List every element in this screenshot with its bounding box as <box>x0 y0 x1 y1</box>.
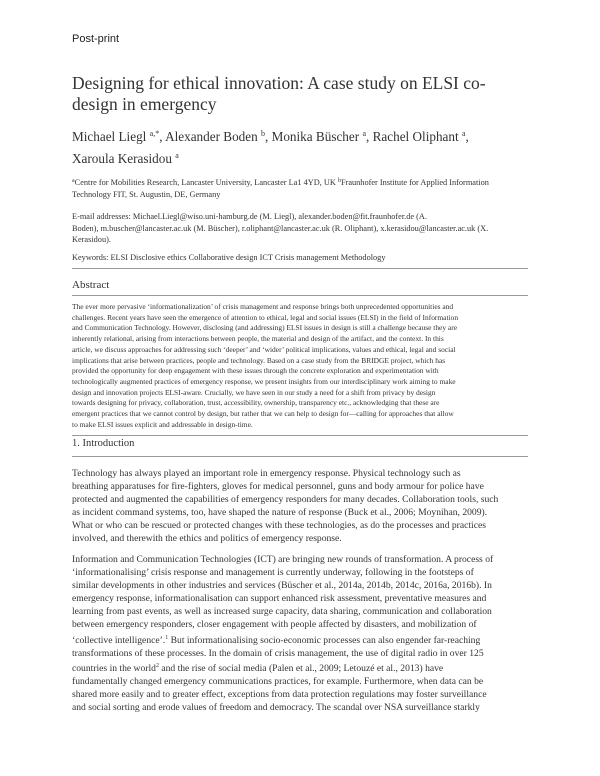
divider <box>72 435 528 436</box>
paragraph-line <box>72 660 528 675</box>
abstract-heading: Abstract <box>72 279 110 291</box>
paragraph-line: protected and augmented the capabilities of emergency responders for many decades. Collaboration tools, such <box>72 494 499 506</box>
email-line: Boden), m.buscher@lancaster.ac.uk (M. Büscher), r.oliphant@lancaster.ac.uk (R. Oliphant), x.kerasidou@lancaster.ac.uk (X. <box>72 223 489 233</box>
title-line: Designing for ethical innovation: A case study on ELSI co- <box>72 73 486 93</box>
author-separator: , <box>465 129 469 144</box>
paragraph-text: But informationalising socio-economic processes can also engender far-reaching <box>168 634 481 646</box>
paragraph-line: Technology has always played an important role in emergency response. Physical technology such as <box>72 468 461 479</box>
keywords: Keywords: ELSI Disclosive ethics Collaborative design ICT Crisis management Methodology <box>72 253 386 262</box>
email-line: E-mail addresses: Michael.Liegl@wiso.uni-hamburg.de (M. Liegl), alexander.boden@fit.fraunhofer.de (A. <box>72 212 427 221</box>
paragraph-line: learning from past events, as well as increased surge capacity, data sharing, communication and collaboration <box>72 606 492 618</box>
paragraph-text: countries in the world <box>72 662 156 674</box>
paragraph-line: similar developments in other industries and services (Büscher et al., 2014a, 2014b, 2014c, 2016a, 2016b). In <box>72 580 492 592</box>
paragraph-line: emergency response, informationalisation can support enhanced risk assessment, preventative measures and <box>72 593 487 605</box>
affiliation-line: Technology FIT, St. Augustin, DE, Germany <box>72 189 221 199</box>
paragraph-line: involved, and therewith the ethics and politics of emergency response. <box>72 533 342 545</box>
author-affiliation-mark: b <box>261 129 266 138</box>
paragraph-line: transformations of these processes. In the domain of crisis management, the use of digital radio in over 125 <box>72 647 484 659</box>
paragraph-line: as incident command systems, too, have shaped the nature of response (Buck et al., 2006; Moynihan, 2009). <box>72 507 488 519</box>
affiliation-mark: a <box>72 178 75 184</box>
author-affiliation-mark: a,* <box>149 129 160 138</box>
post-print-label: Post-print <box>72 33 120 45</box>
author-name: Xaroula Kerasidou <box>72 151 176 166</box>
author-affiliation-mark: a <box>362 129 367 138</box>
affiliation-mark: b <box>337 178 341 184</box>
abstract-line: towards designing for privacy, collaboration, trust, accessibility, ownership, transparency etc., acknowledging that these are <box>72 398 440 408</box>
abstract-line: provided the opportunity for deep engagement with these issues through the concrete exploration and experimentation with <box>72 366 439 376</box>
author-line <box>72 146 552 168</box>
body-paragraph <box>72 467 528 546</box>
abstract-line: inherently relational, arising from interactions between people, the material and design of the artifact, and the context. In this <box>72 334 444 344</box>
divider <box>72 295 528 296</box>
abstract-line: technologically augmented practices of emergency response, we present insights from our interdisciplinary work aiming to make <box>72 376 456 386</box>
affiliations <box>72 176 542 200</box>
affiliation-line <box>72 176 542 189</box>
paragraph-line: Information and Communication Technologies (ICT) are bringing new rounds of transformation. A process of <box>72 554 494 565</box>
footnote-mark[interactable]: 2 <box>155 662 159 669</box>
abstract-line: and Communication Technology. However, disclosing (and addressing) ELSI issues in design is still a challenge because they are <box>72 323 458 333</box>
author-name: , Rachel Oliphant <box>366 129 462 144</box>
abstract-line: to make ELSI issues explicit and addressable in design-time. <box>72 419 253 429</box>
affiliation-text: Centre for Mobilities Research, Lancaster University, Lancaster La1 4YD, UK <box>74 178 338 187</box>
abstract-line: article, we discuss approaches for addressing such ‘deeper’ and ‘wider’ political implications, values and ethical, legal and social <box>72 344 456 354</box>
paper-title <box>72 73 542 115</box>
author-affiliation-mark: a <box>175 151 179 160</box>
paragraph-line: and social sorting and erode values of freedom and democracy. The scandal over NSA surveillance starkly <box>72 702 480 714</box>
abstract-line: implications that arise between practices, people and technology. Based on a case study from the BRIDGE project, which has <box>72 355 446 365</box>
author-name: , Alexander Boden <box>159 129 262 144</box>
author-list <box>72 124 552 168</box>
divider <box>72 268 528 269</box>
section-heading-introduction: 1. Introduction <box>72 438 135 449</box>
divider <box>72 456 528 457</box>
abstract-body <box>72 302 528 430</box>
email-line: Kerasidou). <box>72 235 111 244</box>
abstract-line: challenges. Recent years have seen the emergence of attention to ethical, legal and social issues (ELSI) in the field of Information <box>72 312 459 322</box>
paragraph-text: ‘collective intelligence’. <box>72 634 166 646</box>
title-line: design in emergency <box>72 94 217 114</box>
author-affiliation-mark: a <box>461 129 466 138</box>
body-paragraph <box>72 553 528 714</box>
paragraph-text: and the rise of social media (Palen et al., 2009; Letouzé et al., 2013) have <box>158 662 444 674</box>
author-line <box>72 124 552 146</box>
paragraph-line: between emergency responders, closer engagement with people affected by disasters, and mobilization of <box>72 619 477 631</box>
author-name: Michael Liegl <box>72 129 150 144</box>
abstract-line: The ever more pervasive ‘informationalization’ of crisis management and response brings both unprecedented opportunities and <box>72 302 454 311</box>
paragraph-line: breathing apparatuses for fire-fighters, gloves for medical personnel, guns and body armour for police have <box>72 481 484 493</box>
affiliation-text: Fraunhofer Institute for Applied Information <box>340 178 489 187</box>
paragraph-line: shared more easily and to greater effect, exceptions from data protection regulations may foster surveillance <box>72 688 487 700</box>
abstract-line: design and innovation projects ELSI-aware. Crucially, we have seen in our study a need for a shift from privacy by design <box>72 387 436 397</box>
abstract-line: emergent practices that we cannot control by design, but rather that we can help to design for—calling for approaches that allow <box>72 409 454 419</box>
paragraph-line: ‘informationalising’ crisis response and management is currently underway, following in the footsteps of <box>72 567 474 579</box>
email-addresses <box>72 211 542 246</box>
author-name: , Monika Büscher <box>265 129 363 144</box>
paragraph-line: fundamentally changed emergency communications practices, for example. Furthermore, when data can be <box>72 675 484 687</box>
footnote-mark[interactable]: 1 <box>165 634 169 641</box>
paragraph-line <box>72 632 528 647</box>
paragraph-line: What or who can be rescued or protected changes with these technologies, as do the processes and practices <box>72 520 486 532</box>
